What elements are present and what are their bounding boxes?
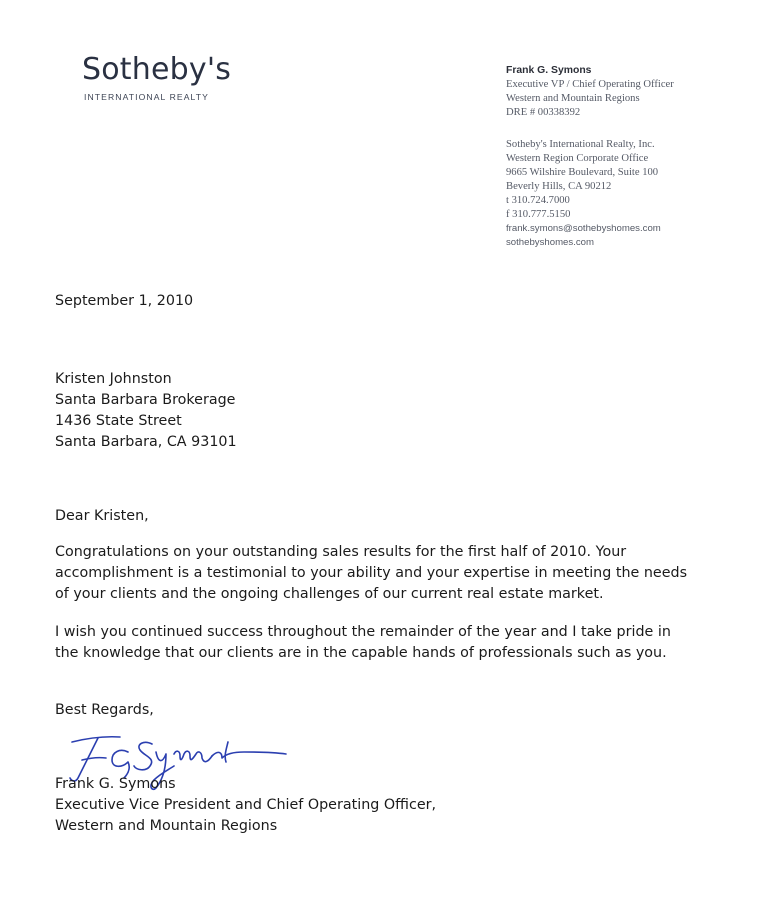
recipient-name: Kristen Johnston bbox=[55, 371, 172, 387]
signer-region: Western and Mountain Regions bbox=[55, 818, 278, 834]
office-street: 9665 Wilshire Boulevard, Suite 100 bbox=[506, 167, 659, 178]
letter-date: September 1, 2010 bbox=[55, 293, 194, 309]
salutation: Dear Kristen, bbox=[55, 508, 149, 524]
paragraph-1-line: Congratulations on your outstanding sales results for the first half of 2010. Your bbox=[55, 544, 627, 560]
signer-title: Executive Vice President and Chief Operating Officer, bbox=[55, 797, 437, 813]
recipient-address bbox=[55, 369, 237, 453]
sender-letterhead bbox=[506, 64, 746, 250]
paragraph-2-line: I wish you continued success throughout the remainder of the year and I take pride in bbox=[55, 624, 671, 640]
brand-name: Sotheby's bbox=[82, 52, 232, 87]
sender-title-line: Executive VP / Chief Operating Officer bbox=[506, 79, 674, 90]
paragraph-2 bbox=[55, 622, 735, 664]
office-phone: t 310.724.7000 bbox=[506, 195, 570, 206]
paragraph-1-line: of your clients and the ongoing challenges of our current real estate market. bbox=[55, 586, 604, 602]
recipient-company: Santa Barbara Brokerage bbox=[55, 392, 236, 408]
brand-subtitle: INTERNATIONAL REALTY bbox=[84, 92, 209, 102]
office-company: Sotheby's International Realty, Inc. bbox=[506, 139, 655, 150]
sothebys-logo bbox=[82, 52, 232, 102]
office-address bbox=[506, 138, 746, 250]
recipient-city: Santa Barbara, CA 93101 bbox=[55, 434, 237, 450]
office-fax: f 310.777.5150 bbox=[506, 209, 571, 220]
signer-name: Frank G. Symons bbox=[55, 776, 176, 792]
paragraph-2-line: the knowledge that our clients are in the capable hands of professionals such as you. bbox=[55, 645, 667, 661]
sender-dre-line: DRE # 00338392 bbox=[506, 107, 581, 118]
paragraph-1-line: accomplishment is a testimonial to your ability and your expertise in meeting the needs bbox=[55, 565, 688, 581]
office-email: frank.symons@sothebyshomes.com bbox=[506, 223, 661, 234]
paragraph-1 bbox=[55, 542, 735, 605]
office-city: Beverly Hills, CA 90212 bbox=[506, 181, 612, 192]
office-website: sothebyshomes.com bbox=[506, 237, 594, 248]
closing: Best Regards, bbox=[55, 702, 154, 718]
signature-block bbox=[55, 774, 436, 837]
recipient-street: 1436 State Street bbox=[55, 413, 182, 429]
sender-name: Frank G. Symons bbox=[506, 65, 592, 76]
sender-region-line: Western and Mountain Regions bbox=[506, 93, 640, 104]
office-division: Western Region Corporate Office bbox=[506, 153, 649, 164]
